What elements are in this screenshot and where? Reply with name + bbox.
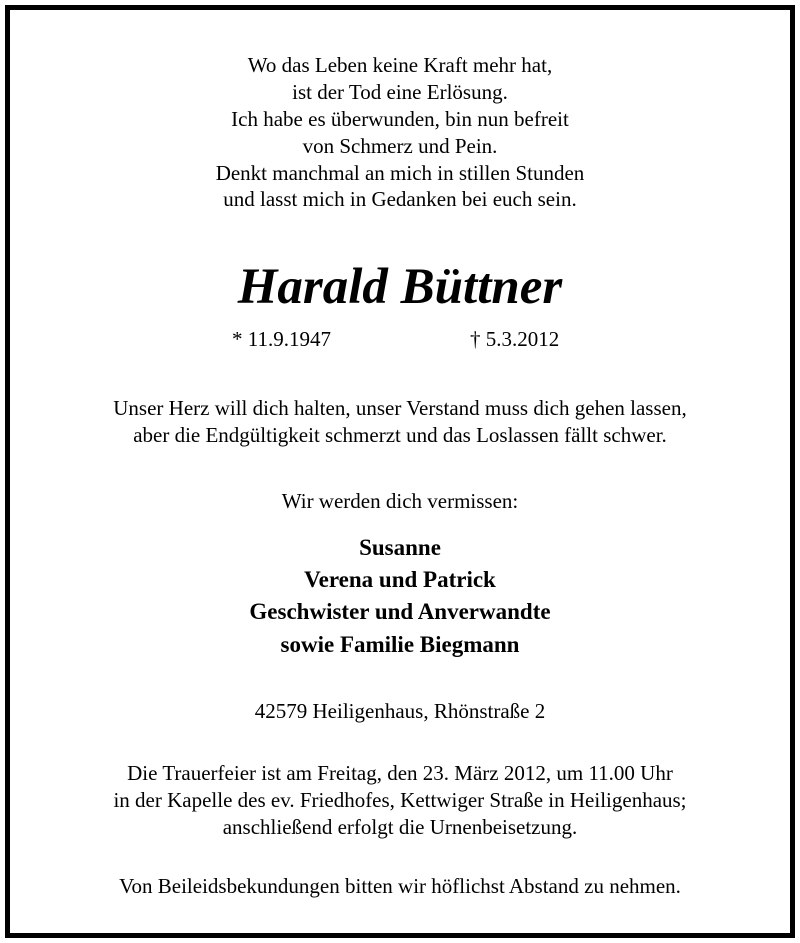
miss-text: Wir werden dich vermissen: (281, 489, 519, 513)
heart-line: aber die Endgültigkeit schmerzt und das Loslassen fällt schwer. (133, 422, 667, 447)
mourner-entry: Geschwister und Anverwandte (249, 599, 551, 625)
ceremony-line: anschließend erfolgt die Urnenbeisetzung. (222, 814, 578, 839)
poem-line: Wo das Leben keine Kraft mehr hat, (247, 53, 553, 77)
obituary-frame (5, 5, 795, 938)
heart-text (10, 395, 790, 449)
mourner-entry: Verena und Patrick (304, 567, 496, 593)
poem-line: und lasst mich in Gedanken bei euch sein. (223, 187, 577, 212)
address: 42579 Heiligenhaus, Rhönstraße 2 (254, 699, 546, 723)
ceremony-line: Die Trauerfeier ist am Freitag, den 23. März 2012, um 11.00 Uhr (127, 761, 673, 785)
poem-line: Ich habe es überwunden, bin nun befreit (231, 106, 569, 131)
poem (10, 52, 790, 213)
mourner-entry: sowie Familie Biegmann (280, 631, 520, 657)
poem-line: Denkt manchmal an mich in stillen Stunden (215, 160, 585, 185)
deceased-name: Harald Büttner (237, 259, 563, 315)
mourners-list (10, 532, 790, 661)
condolence-note: Von Beileidsbekundungen bitten wir höflichst Abstand zu nehmen. (119, 874, 681, 898)
poem-line: ist der Tod eine Erlösung. (292, 79, 508, 104)
birth-date: * 11.9.1947 (232, 327, 331, 351)
death-date: † 5.3.2012 (470, 327, 560, 351)
ceremony-info (10, 760, 790, 841)
heart-line: Unser Herz will dich halten, unser Verstand muss dich gehen lassen, (113, 396, 687, 420)
life-dates (10, 327, 790, 357)
poem-line: von Schmerz und Pein. (302, 133, 498, 158)
ceremony-line: in der Kapelle des ev. Friedhofes, Kettwiger Straße in Heiligenhaus; (113, 787, 687, 812)
mourner-entry: Susanne (359, 535, 441, 560)
